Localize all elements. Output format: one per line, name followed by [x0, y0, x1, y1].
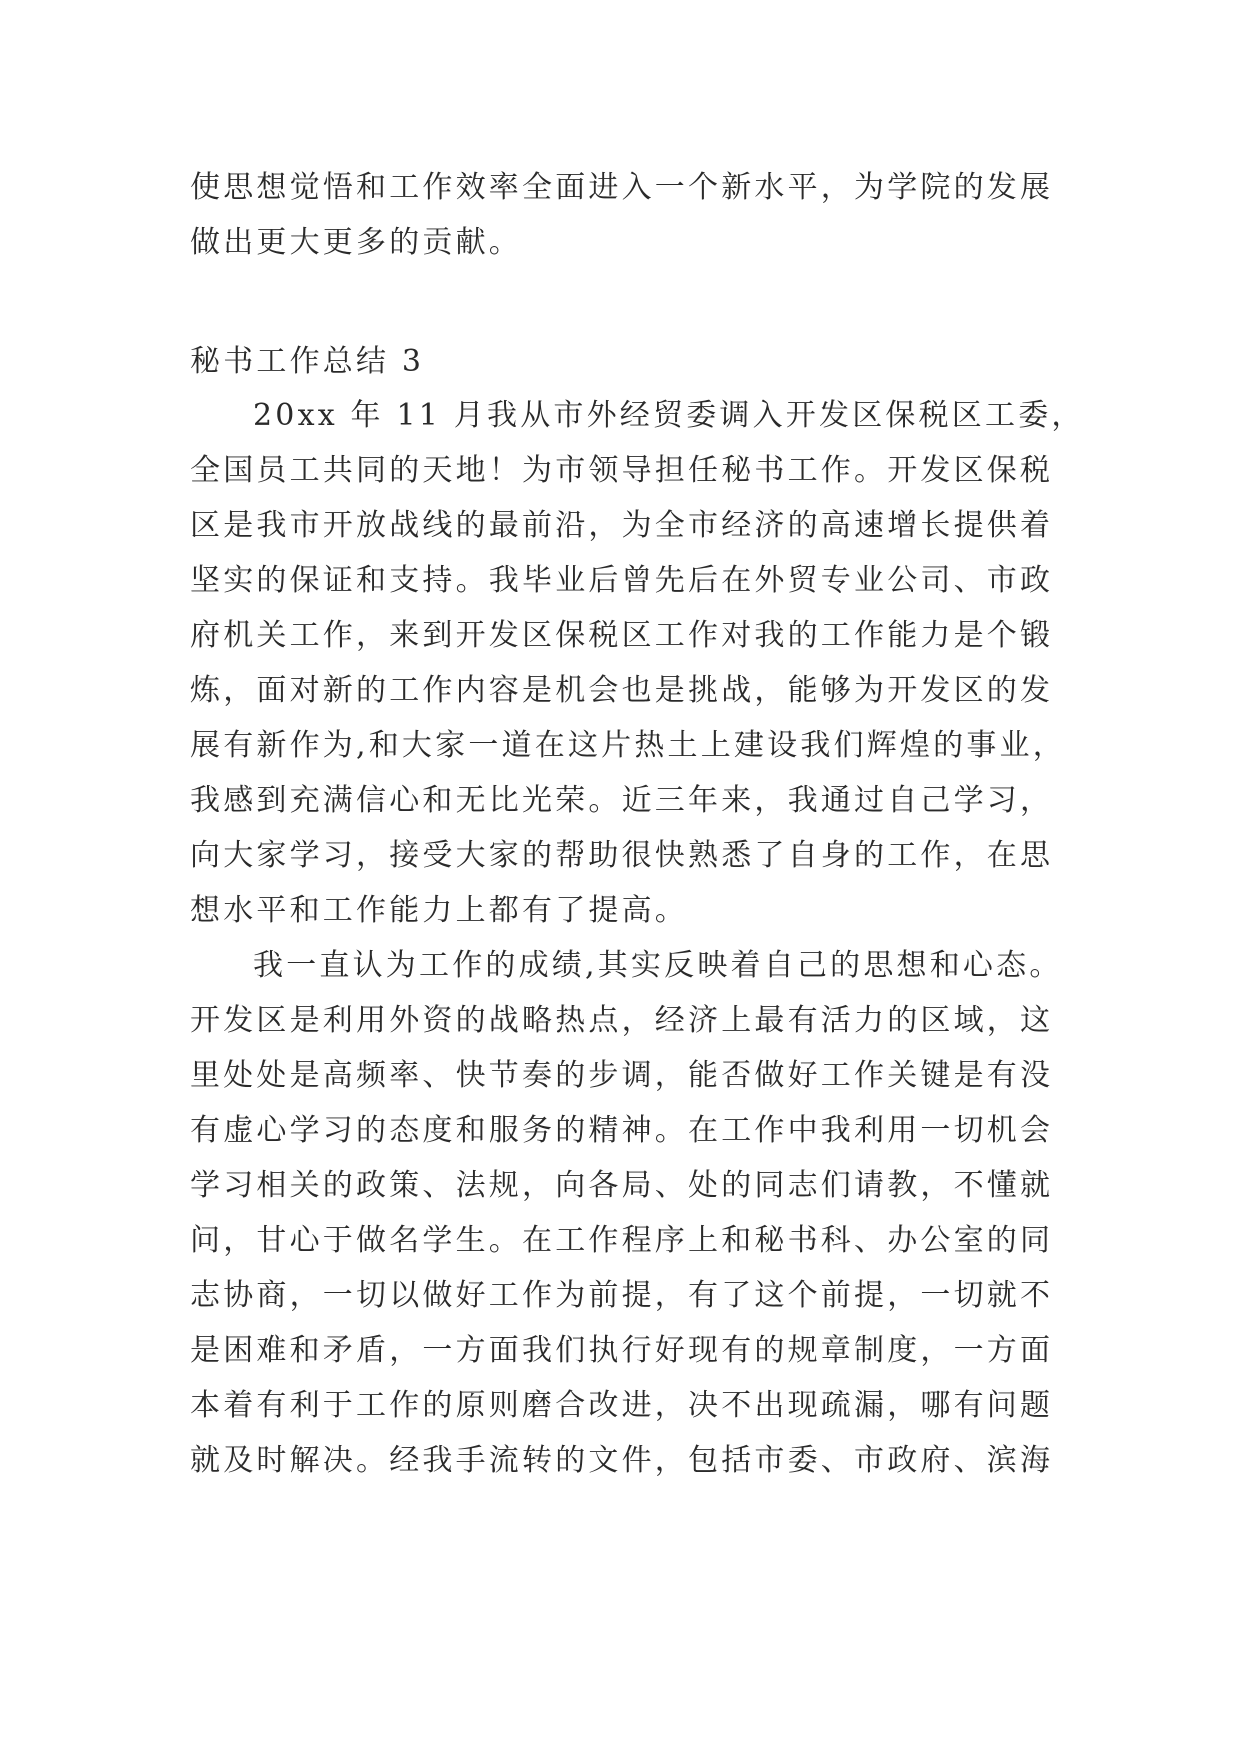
- text-line: 坚实的保证和支持。我毕业后曾先后在外贸专业公司、市政: [190, 563, 1054, 598]
- text-line: 我感到充满信心和无比光荣。近三年来，我通过自己学习，: [190, 783, 1054, 818]
- text-line: 府机关工作，来到开发区保税区工作对我的工作能力是个锻: [190, 618, 1054, 653]
- text-line: 使思想觉悟和工作效率全面进入一个新水平，为学院的发展: [190, 170, 1054, 205]
- paragraph-2: [190, 938, 1063, 1488]
- section-heading: 秘书工作总结 3: [190, 344, 425, 379]
- text-line: 问，甘心于做名学生。在工作程序上和秘书科、办公室的同: [190, 1223, 1054, 1258]
- text-line: 区是我市开放战线的最前沿，为全市经济的高速增长提供着: [190, 508, 1054, 543]
- text-line: 有虚心学习的态度和服务的精神。在工作中我利用一切机会: [190, 1113, 1054, 1148]
- text-line: 想水平和工作能力上都有了提高。: [190, 893, 688, 928]
- text-line: 我一直认为工作的成绩,其实反映着自己的思想和心态。: [253, 948, 1063, 983]
- intro-paragraph: [190, 160, 1060, 270]
- text-line: 志协商，一切以做好工作为前提，有了这个前提，一切就不: [190, 1278, 1054, 1313]
- text-line: 里处处是高频率、快节奏的步调，能否做好工作关键是有没: [190, 1058, 1054, 1093]
- text-line: 就及时解决。经我手流转的文件，包括市委、市政府、滨海: [190, 1443, 1054, 1478]
- text-line: 做出更大更多的贡献。: [190, 225, 522, 260]
- body-text: [190, 388, 1085, 1488]
- text-line: 20xx 年 11 月我从市外经贸委调入开发区保税区工委，: [253, 398, 1085, 433]
- section-heading-block: [190, 334, 1060, 389]
- text-line: 全国员工共同的天地！为市领导担任秘书工作。开发区保税: [190, 453, 1054, 488]
- text-line: 本着有利于工作的原则磨合改进，决不出现疏漏，哪有问题: [190, 1388, 1054, 1423]
- text-line: 是困难和矛盾，一方面我们执行好现有的规章制度，一方面: [190, 1333, 1054, 1368]
- text-line: 展有新作为,和大家一道在这片热土上建设我们辉煌的事业，: [190, 728, 1066, 763]
- text-line: 学习相关的政策、法规，向各局、处的同志们请教，不懂就: [190, 1168, 1054, 1203]
- paragraph-1: [190, 388, 1085, 938]
- text-line: 炼，面对新的工作内容是机会也是挑战，能够为开发区的发: [190, 673, 1054, 708]
- text-line: 开发区是利用外资的战略热点，经济上最有活力的区域，这: [190, 1003, 1054, 1038]
- text-line: 向大家学习，接受大家的帮助很快熟悉了自身的工作，在思: [190, 838, 1054, 873]
